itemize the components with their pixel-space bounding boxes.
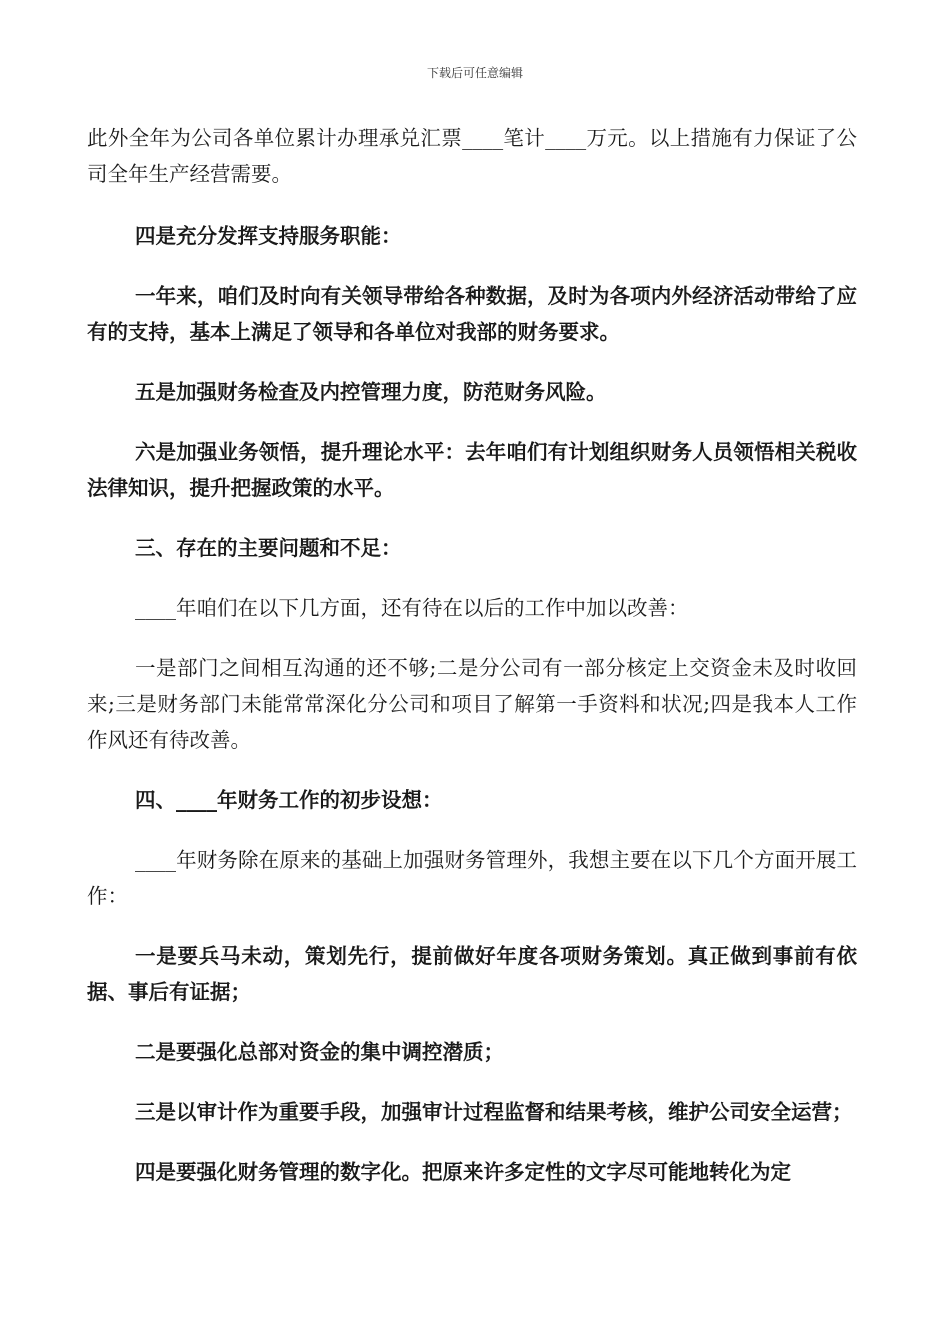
section-heading: 三、存在的主要问题和不足： [135,536,402,560]
paragraph: 一是部门之间相互沟通的还不够;二是分公司有一部分核定上交资金未及时收回来;三是财务部门未能常常深化分公司和项目了解第一手资料和状况;四是我本人工作作风还有待改善。 [87,656,857,752]
paragraph: 三是以审计作为重要手段，加强审计过程监督和结果考核，维护公司安全运营； [135,1100,853,1124]
paragraph: 二是要强化总部对资金的集中调控潜质； [135,1040,504,1064]
paragraph: ____年财务除在原来的基础上加强财务管理外，我想主要在以下几个方面开展工作： [87,848,857,908]
document-body [87,120,857,1190]
paragraph: 此外全年为公司各单位累计办理承兑汇票____笔计____万元。以上措施有力保证了公司全年生产经营需要。 [87,126,857,186]
paragraph: 六是加强业务领悟，提升理论水平：去年咱们有计划组织财务人员领悟相关税收法律知识，提升把握政策的水平。 [87,440,857,500]
section-heading: 四、____年财务工作的初步设想： [135,788,443,812]
paragraph: 五是加强财务检查及内控管理力度，防范财务风险。 [135,380,607,404]
paragraph: ____年咱们在以下几方面，还有待在以后的工作中加以改善： [135,596,689,620]
page-header-note: 下载后可任意编辑 [426,66,523,80]
paragraph: 一是要兵马未动，策划先行，提前做好年度各项财务策划。真正做到事前有依据、事后有证据； [87,944,857,1004]
paragraph: 四是充分发挥支持服务职能： [135,224,402,248]
paragraph: 四是要强化财务管理的数字化。把原来许多定性的文字尽可能地转化为定 [135,1160,791,1184]
paragraph: 一年来，咱们及时向有关领导带给各种数据，及时为各项内外经济活动带给了应有的支持，基本上满足了领导和各单位对我部的财务要求。 [87,284,857,344]
